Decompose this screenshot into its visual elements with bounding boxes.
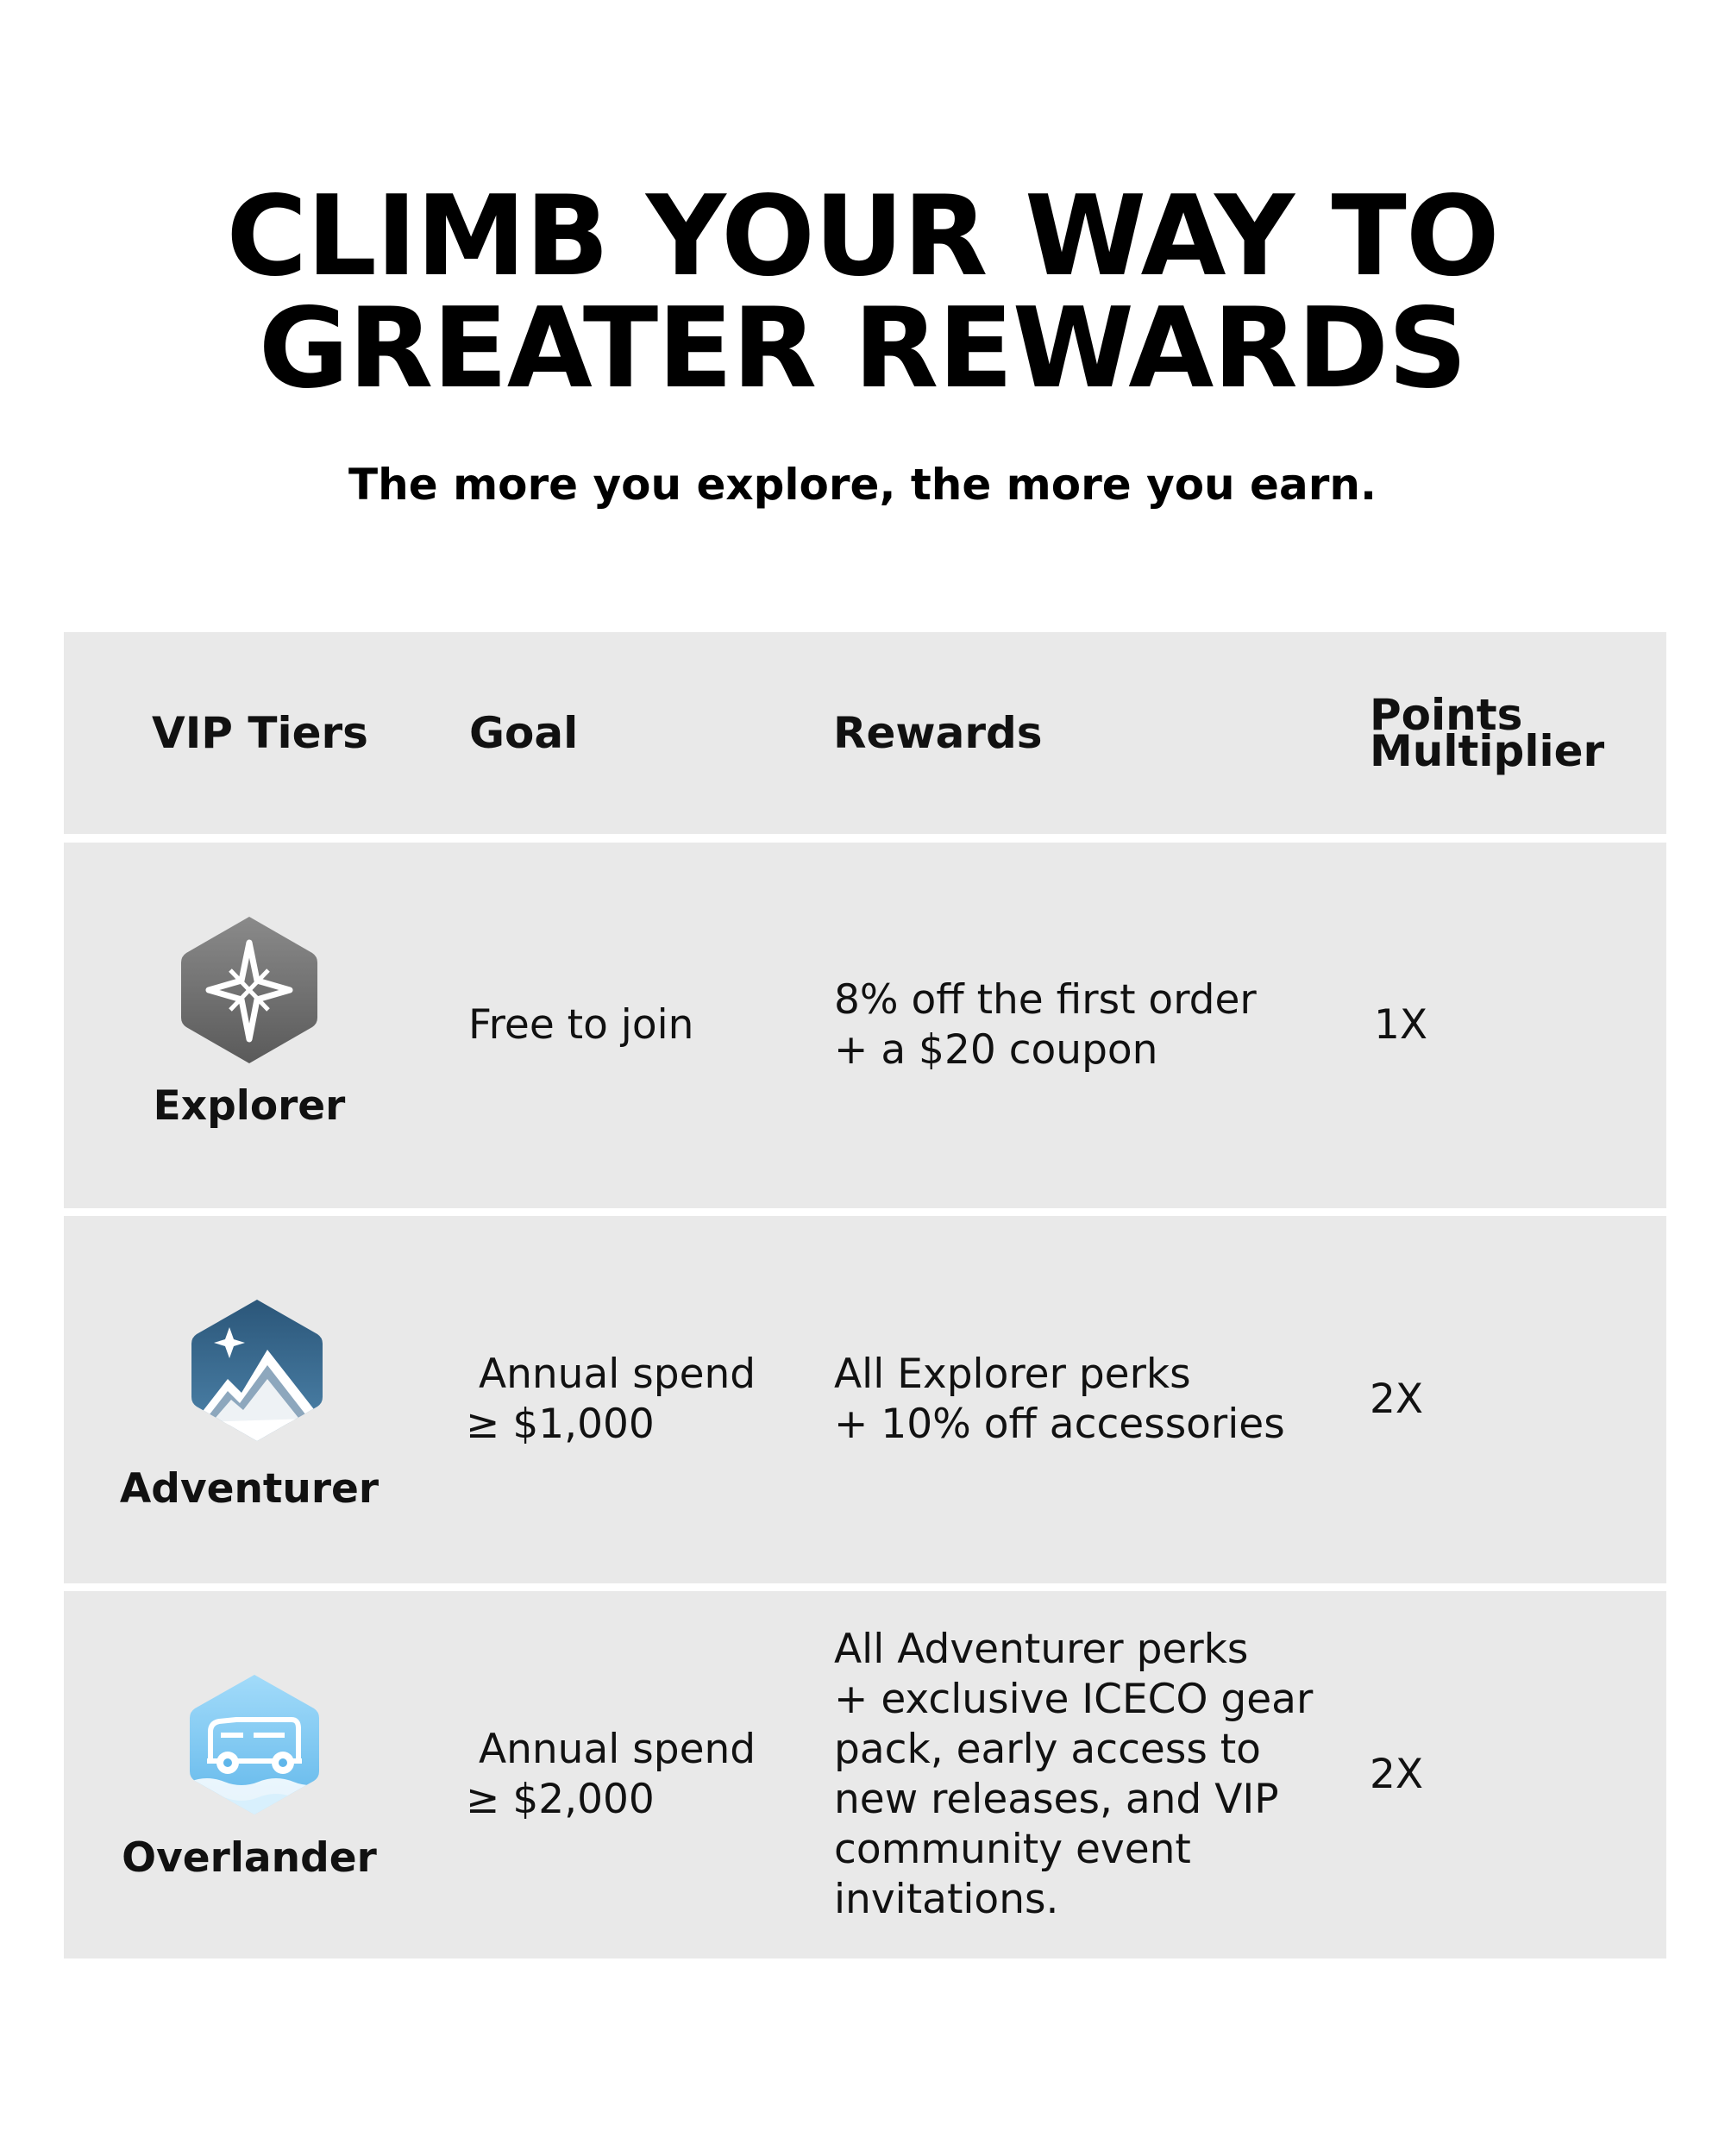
table-header-row bbox=[64, 632, 1666, 834]
tier-name-adventurer: Adventurer bbox=[119, 1465, 380, 1513]
page-subheadline: The more you explore, the more you earn. bbox=[348, 460, 1377, 510]
mountain-icon bbox=[191, 1296, 323, 1445]
header-vip-tiers: VIP Tiers bbox=[152, 708, 368, 758]
table-row-adventurer bbox=[64, 1216, 1666, 1583]
rewards-line: 8% off the first order bbox=[834, 976, 1257, 1024]
rewards-line: invitations. bbox=[834, 1876, 1059, 1923]
rewards-adventurer bbox=[834, 1216, 1285, 1583]
compass-star-icon bbox=[181, 913, 317, 1067]
headline-line-1: CLIMB YOUR WAY TO bbox=[226, 172, 1499, 301]
rewards-line: community event bbox=[834, 1826, 1191, 1873]
rewards-line: pack, early access to bbox=[834, 1726, 1261, 1773]
page-headline bbox=[0, 172, 1725, 413]
rewards-line: new releases, and VIP bbox=[834, 1776, 1279, 1823]
headline-line-2: GREATER REWARDS bbox=[258, 285, 1467, 413]
goal-line: Annual spend bbox=[466, 1351, 756, 1398]
goal-line: Annual spend bbox=[466, 1726, 756, 1773]
rewards-line: + a $20 coupon bbox=[834, 1026, 1158, 1074]
table-row-overlander bbox=[64, 1591, 1666, 1959]
goal-line: ≥ $1,000 bbox=[466, 1401, 655, 1448]
header-multiplier-line-1: Points bbox=[1370, 690, 1523, 740]
table-row-explorer bbox=[64, 843, 1666, 1208]
goal-explorer: Free to join bbox=[468, 1001, 694, 1049]
multiplier-overlander: 2X bbox=[1370, 1751, 1424, 1798]
rewards-line: All Explorer perks bbox=[834, 1351, 1191, 1398]
goal-adventurer bbox=[466, 1216, 756, 1583]
header-rewards: Rewards bbox=[833, 708, 1043, 758]
rewards-explorer bbox=[834, 843, 1257, 1208]
rewards-line: + exclusive ICECO gear bbox=[834, 1676, 1314, 1723]
goal-overlander bbox=[466, 1591, 756, 1959]
multiplier-explorer: 1X bbox=[1374, 1001, 1428, 1049]
tier-name-explorer: Explorer bbox=[153, 1082, 346, 1130]
off-road-vehicle-icon bbox=[190, 1671, 319, 1818]
header-multiplier-line-2: Multiplier bbox=[1370, 726, 1605, 776]
rewards-line: All Adventurer perks bbox=[834, 1626, 1249, 1673]
rewards-overlander bbox=[834, 1591, 1313, 1959]
tier-name-overlander: Overlander bbox=[122, 1834, 377, 1882]
multiplier-adventurer: 2X bbox=[1370, 1376, 1424, 1423]
header-points-multiplier bbox=[1370, 632, 1604, 834]
rewards-line: + 10% off accessories bbox=[834, 1401, 1285, 1448]
goal-line: ≥ $2,000 bbox=[466, 1776, 655, 1823]
header-goal: Goal bbox=[469, 708, 579, 758]
